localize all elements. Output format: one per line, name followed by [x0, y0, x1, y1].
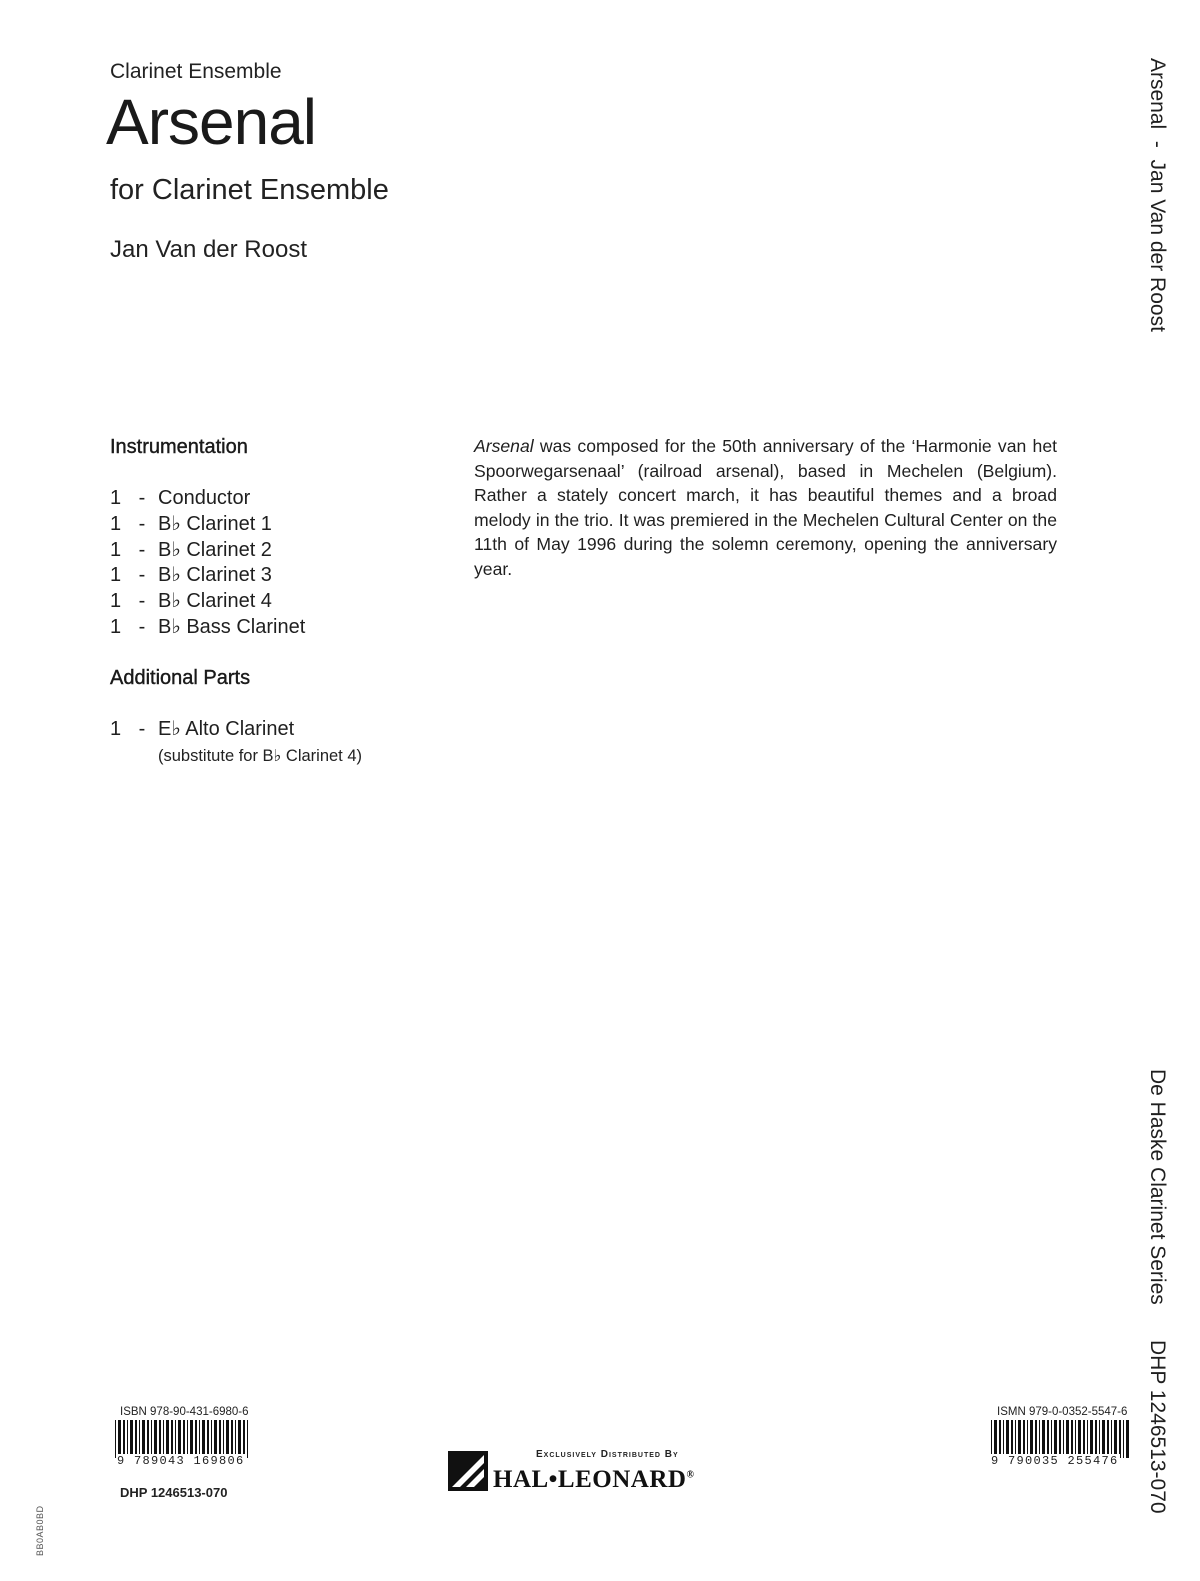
list-item — [110, 538, 305, 564]
barcode-bar — [1047, 1420, 1049, 1458]
barcode-bar — [1102, 1420, 1105, 1458]
barcode-bar — [999, 1420, 1001, 1458]
separator: - — [138, 718, 146, 740]
barcode-bar — [207, 1420, 209, 1458]
barcode-bar — [1003, 1420, 1004, 1458]
barcode-bar — [1095, 1420, 1097, 1458]
barcode-bar — [175, 1420, 176, 1458]
isbn-barcode — [114, 1420, 252, 1458]
list-item — [110, 512, 305, 538]
page-title: Arsenal — [106, 86, 316, 158]
part-name: B♭ Clarinet 4 — [158, 590, 272, 613]
description-paragraph — [474, 434, 1057, 582]
barcode-bar — [1039, 1420, 1040, 1458]
additional-parts-list — [110, 717, 294, 743]
barcode-bar — [247, 1420, 248, 1458]
separator: - — [138, 564, 146, 587]
separator: - — [138, 538, 146, 561]
barcode-bar — [123, 1420, 125, 1458]
quantity: 1 — [110, 512, 122, 535]
barcode-bar — [1111, 1420, 1112, 1458]
isbn-digits: 9 789043 169806 — [117, 1454, 245, 1468]
archive-code: BB0AB0BD — [35, 1505, 45, 1556]
separator: - — [138, 512, 146, 535]
barcode-bar — [1051, 1420, 1052, 1458]
quantity: 1 — [110, 718, 122, 740]
description-text: was composed for the 50th anniversary of the ‘Harmonie van het Spoorwegarsenaal’ (railroad arsenal), based in Mechelen (Belgium). Rather a stately concert march, it has beautiful themes and a broad melody in the trio. It was premiered in the Mechelen Cultural Center on the 11th of May 1996 during the solemn ceremony, opening the anniversary year. — [474, 436, 1057, 579]
barcode-bar — [226, 1420, 229, 1458]
barcode-bar — [1063, 1420, 1064, 1458]
barcode-bar — [178, 1420, 181, 1458]
distributor-tagline: Exclusively Distributed By — [536, 1449, 679, 1460]
part-name: B♭ Clarinet 1 — [158, 512, 272, 535]
description-italic-title: Arsenal — [474, 436, 534, 456]
barcode-bar — [1015, 1420, 1016, 1458]
barcode-bar — [991, 1420, 992, 1458]
quantity: 1 — [110, 538, 122, 561]
barcode-bar — [223, 1420, 224, 1458]
barcode-bar — [151, 1420, 152, 1458]
barcode-bar — [199, 1420, 200, 1458]
spine-title: Arsenal - Jan Van der Roost — [1146, 58, 1169, 332]
composer-name: Jan Van der Roost — [110, 236, 308, 263]
barcode-bar — [1027, 1420, 1028, 1458]
quantity: 1 — [110, 615, 122, 638]
barcode-bar — [127, 1420, 128, 1458]
barcode-bar — [1099, 1420, 1100, 1458]
quantity: 1 — [110, 487, 122, 509]
ismn-label: ISMN 979-0-0352-5547-6 — [997, 1406, 1128, 1418]
spine-series: De Haske Clarinet Series — [1146, 1069, 1169, 1305]
barcode-bar — [211, 1420, 212, 1458]
barcode-bar — [154, 1420, 157, 1458]
barcode-bar — [1006, 1420, 1009, 1458]
separator: - — [138, 615, 146, 638]
barcode-bar — [171, 1420, 173, 1458]
barcode-bar — [1054, 1420, 1057, 1458]
barcode-bar — [1071, 1420, 1073, 1458]
distributor-wordmark: HAL•LEONARD — [493, 1466, 687, 1493]
barcode-bar — [147, 1420, 149, 1458]
barcode-bar — [1066, 1420, 1069, 1458]
barcode-bar — [195, 1420, 197, 1458]
barcode-bar — [1123, 1420, 1124, 1458]
barcode-bar — [219, 1420, 221, 1458]
barcode-bar — [142, 1420, 145, 1458]
barcode-bar — [1075, 1420, 1076, 1458]
barcode-bar — [1078, 1420, 1081, 1458]
barcode-bar — [135, 1420, 137, 1458]
part-name: Conductor — [158, 487, 251, 509]
barcode-bar — [1035, 1420, 1037, 1458]
part-name: B♭ Bass Clarinet — [158, 615, 306, 638]
substitute-note: (substitute for B♭ Clarinet 4) — [158, 747, 363, 765]
barcode-bar — [994, 1420, 997, 1458]
barcode-bar — [1107, 1420, 1109, 1458]
barcode-bar — [1087, 1420, 1088, 1458]
barcode-bar — [118, 1420, 121, 1458]
barcode-bar — [1090, 1420, 1093, 1458]
barcode-bar — [166, 1420, 169, 1458]
barcode-bar — [202, 1420, 205, 1458]
distributor-name — [493, 1466, 694, 1494]
barcode-bar — [214, 1420, 217, 1458]
quantity: 1 — [110, 590, 122, 613]
part-name: E♭ Alto Clarinet — [158, 718, 295, 740]
hal-leonard-logo-icon — [448, 1451, 488, 1491]
list-item — [110, 615, 305, 641]
separator: - — [138, 487, 146, 509]
barcode-bar — [183, 1420, 185, 1458]
subtitle: for Clarinet Ensemble — [110, 174, 389, 206]
series-label: Clarinet Ensemble — [110, 60, 282, 83]
barcode-bar — [1114, 1420, 1117, 1458]
barcode-bar — [1011, 1420, 1013, 1458]
barcode-bar — [139, 1420, 140, 1458]
separator: - — [138, 590, 146, 613]
quantity: 1 — [110, 564, 122, 587]
barcode-bar — [231, 1420, 233, 1458]
barcode-bar — [1042, 1420, 1045, 1458]
additional-parts-heading: Additional Parts — [110, 667, 251, 689]
barcode-bar — [130, 1420, 133, 1458]
barcode-bar — [1083, 1420, 1085, 1458]
barcode-bar — [1119, 1420, 1121, 1458]
barcode-bar — [1059, 1420, 1061, 1458]
barcode-bar — [238, 1420, 241, 1458]
barcode-bar — [1030, 1420, 1033, 1458]
barcode-bar — [1126, 1420, 1129, 1458]
isbn-label: ISBN 978-90-431-6980-6 — [120, 1406, 249, 1418]
list-item — [110, 563, 305, 589]
ismn-barcode — [990, 1420, 1130, 1458]
list-item — [110, 589, 305, 615]
barcode-bar — [159, 1420, 161, 1458]
instrumentation-list — [110, 486, 305, 641]
barcode-bar — [163, 1420, 164, 1458]
spine-code: DHP 1246513-070 — [1146, 1340, 1169, 1514]
instrumentation-heading: Instrumentation — [110, 436, 248, 458]
part-name: B♭ Clarinet 3 — [158, 564, 272, 587]
part-name: B♭ Clarinet 2 — [158, 538, 272, 561]
barcode-bar — [115, 1420, 116, 1458]
barcode-bar — [1023, 1420, 1025, 1458]
barcode-bar — [187, 1420, 188, 1458]
product-code: DHP 1246513-070 — [120, 1485, 228, 1500]
ismn-digits: 9 790035 255476 — [991, 1454, 1119, 1468]
barcode-bar — [190, 1420, 193, 1458]
list-item — [110, 717, 294, 743]
list-item — [110, 486, 305, 512]
barcode-bar — [1018, 1420, 1021, 1458]
registered-mark: ® — [686, 1469, 695, 1481]
barcode-bar — [243, 1420, 245, 1458]
barcode-bar — [235, 1420, 236, 1458]
